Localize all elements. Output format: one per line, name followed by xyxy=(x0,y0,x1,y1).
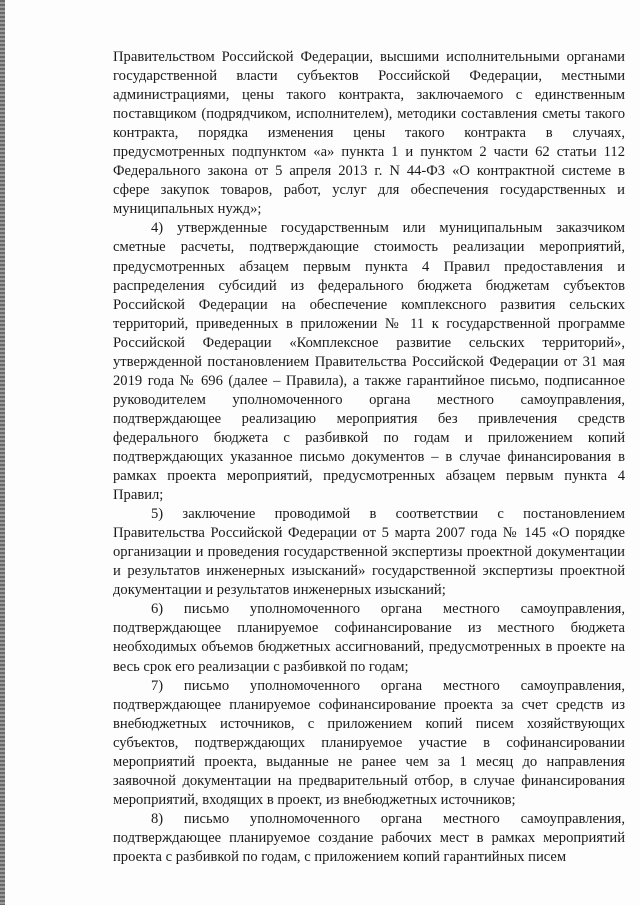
paragraph-continuation: Правительством Российской Федерации, высшими исполнительными органами государственной власти субъектов Российской Федерации, местными администрациями, цены такого контракта, заключаемого с единственным поставщиком (подрядчиком, исполнителем), методики составления сметы такого контракта, порядка изменения цены такого контракта в случаях, предусмотренных подпунктом «а» пункта 1 и пунктом 2 части 62 статьи 112 Федерального закона от 5 апреля 2013 г. N 44-ФЗ «О контрактной системе в сфере закупок товаров, работ, услуг для обеспечения государственных и муниципальных нужд»; xyxy=(113,49,625,218)
document-body xyxy=(113,48,625,867)
paragraph-item-4: 4) утвержденные государственным или муниципальным заказчиком сметные расчеты, подтверждающие стоимость реализации мероприятий, предусмотренных абзацем первым пункта 4 Правил предоставления и распределения субсидий из федерального бюджета бюджетам субъектов Российской Федерации на обеспечение комплексного развития сельских территорий, приведенных в приложении № 11 к государственной программе Российской Федерации «Комплексное развитие сельских территорий», утвержденной постановлением Правительства Российской Федерации от 31 мая 2019 года № 696 (далее – Правила), а также гарантийное письмо, подписанное руководителем уполномоченного органа местного самоуправления, подтверждающее реализацию мероприятия без привлечения средств федерального бюджета с разбивкой по годам и приложением копий подтверждающих указанное письмо документов – в случае финансирования в рамках проекта мероприятий, предусмотренных абзацем первым пункта 4 Правил; xyxy=(113,220,625,504)
paragraph-item-8: 8) письмо уполномоченного органа местного самоуправления, подтверждающее планируемое создание рабочих мест в рамках мероприятий проекта с разбивкой по годам, с приложением копий гарантийных писем xyxy=(113,810,625,865)
paragraph-item-7: 7) письмо уполномоченного органа местного самоуправления, подтверждающее планируемое софинансирование проекта за счет средств из внебюджетных источников, с приложением копий писем хозяйствующих субъектов, подтверждающих планируемое участие в софинансировании мероприятий проекта, выданные не ранее чем за 1 месяц до направления заявочной документации на предварительный отбор, в случае финансирования мероприятий, входящих в проект, из внебюджетных источников; xyxy=(113,677,625,808)
paragraph-item-5: 5) заключение проводимой в соответствии с постановлением Правительства Российской Федерации от 5 марта 2007 года № 145 «О порядке организации и проведения государственной экспертизы проектной документации и результатов инженерных изысканий» государственной экспертизы проектной документации и результатов инженерных изысканий; xyxy=(113,506,625,599)
paragraph-item-6: 6) письмо уполномоченного органа местного самоуправления, подтверждающее планируемое софинансирование из местного бюджета необходимых объемов бюджетных ассигнований, предусмотренных в проекте на весь срок его реализации с разбивкой по годам; xyxy=(113,601,625,675)
scan-edge-decoration xyxy=(0,0,5,905)
